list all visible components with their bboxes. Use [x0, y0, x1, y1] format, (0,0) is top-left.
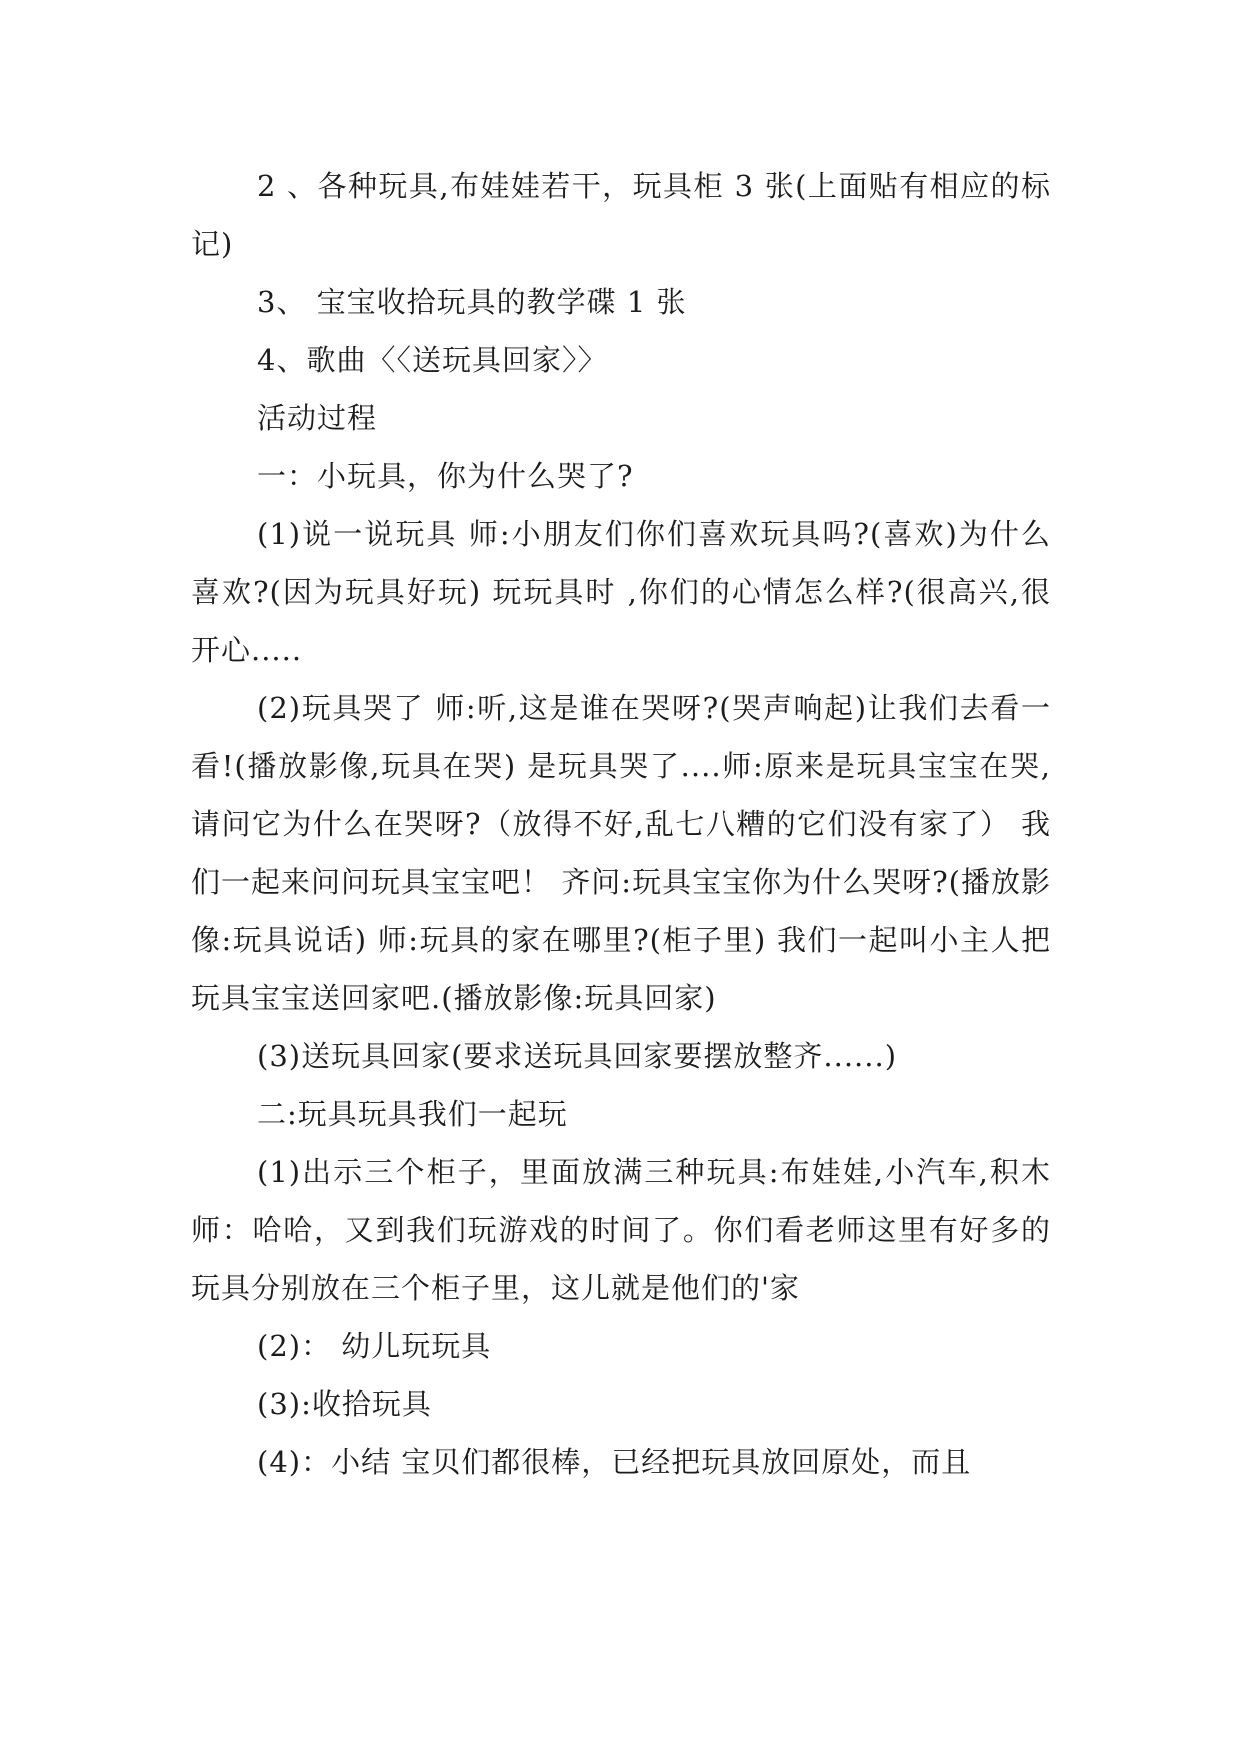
paragraph-step-2-1: (1)出示三个柜子，里面放满三种玩具:布娃娃,小汽车,积木 师：哈哈，又到我们玩游戏的时间了。你们看老师这里有好多的玩具分别放在三个柜子里，这儿就是他们的'家: [191, 1155, 1062, 1305]
document-body: [191, 157, 1062, 1491]
paragraph-step-1-3: (3)送玩具回家(要求送玩具回家要摆放整齐......): [257, 1039, 898, 1073]
paragraph-materials-3: 3、 宝宝收拾玩具的教学碟 1 张: [257, 285, 687, 319]
paragraph-step-2-4: (4)：小结 宝贝们都很棒，已经把玩具放回原处，而且: [257, 1445, 972, 1479]
paragraph-step-1-2: (2)玩具哭了 师:听,这是谁在哭呀?(哭声响起)让我们去看一看!(播放影像,玩具在哭) 是玩具哭了....师:原来是玩具宝宝在哭,请问它为什么在哭呀?（放得不好,乱七八糟的它们没有家了） 我们一起来问问玩具宝宝吧！ 齐问:玩具宝宝你为什么哭呀?(播放影像:玩具说话) 师:玩具的家在哪里?(柜子里) 我们一起叫小主人把玩具宝宝送回家吧.(播放影像:玩具回家): [191, 691, 1051, 1015]
paragraph-materials-2: 2 、各种玩具,布娃娃若干，玩具柜 3 张(上面贴有相应的标记): [191, 169, 1051, 261]
paragraph-step-2-2: (2)： 幼儿玩玩具: [257, 1329, 492, 1363]
section-heading-part-two: 二:玩具玩具我们一起玩: [257, 1097, 568, 1131]
section-heading-activity-process: 活动过程: [257, 401, 378, 435]
paragraph-step-1-1: (1)说一说玩具 师:小朋友们你们喜欢玩具吗?(喜欢)为什么喜欢?(因为玩具好玩) 玩玩具时 ,你们的心情怎么样?(很高兴,很开心.....: [191, 517, 1051, 667]
paragraph-step-2-3: (3):收拾玩具: [257, 1387, 432, 1421]
section-heading-part-one: 一：小玩具，你为什么哭了?: [257, 459, 634, 493]
paragraph-materials-4: 4、歌曲〈〈送玩具回家〉〉: [257, 343, 608, 377]
